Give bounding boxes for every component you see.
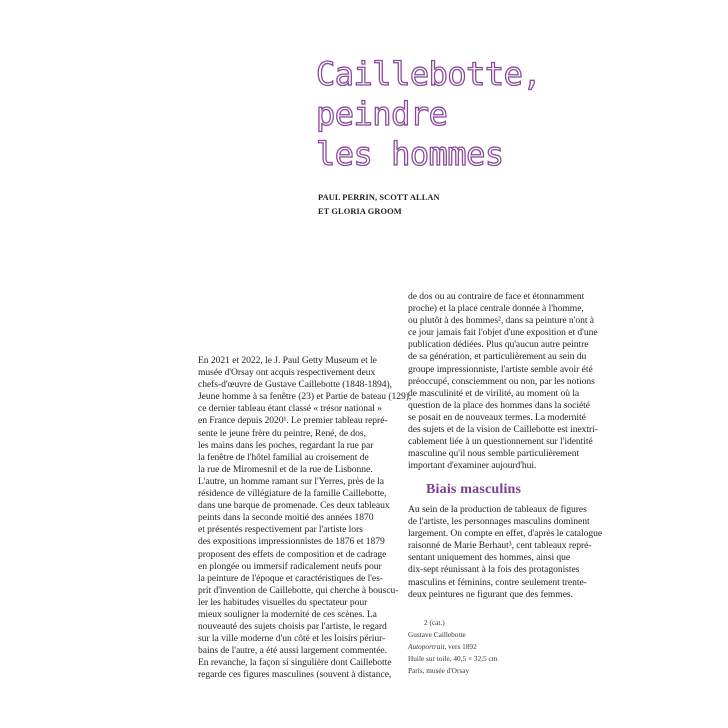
text-line: sur la ville moderne d'un côté et les loisirs périur- <box>198 633 386 645</box>
text-line: des sujets et de la vision de Caillebotte est inextri- <box>408 424 598 436</box>
text-line: la rue de Miromesnil et de la rue de Lisbonne. <box>198 463 373 475</box>
text-line: sente le jeune frère du peintre, René, de dos, <box>198 427 366 439</box>
text-line: masculine qu'il nous semble particulièrement <box>408 448 580 460</box>
text-line: largement. On compte en effet, d'après le catalogue <box>408 528 603 540</box>
text-line: des expositions impressionnistes de 1876 et 1879 <box>198 536 385 548</box>
text-line: résidence de villégiature de la famille Caillebotte, <box>198 488 387 500</box>
caption-location: Paris, musée d'Orsay <box>408 666 470 676</box>
text-line: important d'examiner aujourd'hui. <box>408 460 537 472</box>
text-line: Au sein de la production de tableaux de figures <box>408 504 587 515</box>
figure-caption <box>408 617 497 677</box>
text-line: regarde ces figures masculines (souvent à distance, <box>198 669 392 681</box>
text-line: deux peintures ne figurant que des femmes. <box>408 588 573 600</box>
body-column-left <box>198 355 412 682</box>
authors-byline <box>318 191 440 218</box>
caption-work-title: Autoportrait <box>408 642 445 652</box>
text-line: prit d'invention de Caillebotte, qui cherche à bouscu- <box>198 584 399 596</box>
text-line: mieux souligner la modernité de ces scènes. La <box>198 608 377 620</box>
text-line: bains de l'autre, a été aussi largement commentée. <box>198 645 387 657</box>
text-line: de l'artiste, les personnages masculins dominent <box>408 516 590 528</box>
title-line-1: Caillebotte, <box>316 55 542 93</box>
text-line: la fenêtre de l'hôtel familial au croisement de <box>198 451 369 463</box>
text-line: en plongée ou immersif radicalement neufs pour <box>198 560 382 572</box>
body-column-right-bottom <box>408 504 604 601</box>
caption-medium: Huile sur toile, 40,5 × 32,5 cm <box>408 654 498 664</box>
text-line: peints dans la seconde moitié des années 1870 <box>198 512 374 524</box>
text-line: publication dédiées. Plus qu'aucun autre peintre <box>408 339 589 351</box>
title-line-3: les hommes <box>316 135 504 173</box>
caption-title-line <box>408 641 497 653</box>
body-column-right-top <box>408 291 604 472</box>
text-line: préoccupé, consciemment ou non, par les notions <box>408 375 595 387</box>
text-line: sentant uniquement des hommes, ainsi que <box>408 552 571 564</box>
title-line-2: peindre <box>316 95 448 133</box>
text-line: L'autre, un homme ramant sur l'Yerres, près de la <box>198 475 384 487</box>
text-line: cablement liée à un questionnement sur l'identité <box>408 436 593 448</box>
text-line: ce dernier tableau étant classé « trésor national » <box>198 403 382 415</box>
text-line: ou plutôt à des hommes², dans sa peinture n'ont à <box>408 315 595 327</box>
text-line: ler les habitudes visuelles du spectateur pour <box>198 596 368 608</box>
text-line: en France depuis 2020¹. Le premier tableau repré- <box>198 415 388 427</box>
text-line: raisonné de Marie Berhaut³, cent tableaux repré- <box>408 540 592 552</box>
text-line: groupe impressionniste, l'artiste semble avoir été <box>408 363 593 375</box>
page-title <box>316 54 541 174</box>
text-line: dans une barque de promenade. Ces deux tableaux <box>198 500 390 512</box>
text-line: de dos ou au contraire de face et étonnamment <box>408 291 585 302</box>
caption-artist: Gustave Caillebotte <box>408 630 466 640</box>
authors-line-1: PAUL PERRIN, SCOTT ALLAN <box>318 193 440 202</box>
text-line: les mains dans les poches, regardant la rue par <box>198 439 374 451</box>
text-line: la peinture de l'époque et caractéristiques de l'es- <box>198 572 383 584</box>
text-line: proche) et la place centrale donnée à l'homme, <box>408 303 584 315</box>
text-line: et présentés respectivement par l'artiste lors <box>198 524 363 536</box>
section-heading: Biais masculins <box>426 482 522 497</box>
caption-date: , vers 1892 <box>444 642 477 652</box>
text-line: musée d'Orsay ont acquis respectivement deux <box>198 367 376 379</box>
text-line: masculins et féminins, contre seulement trente- <box>408 576 587 588</box>
text-line: En 2021 et 2022, le J. Paul Getty Museum et le <box>198 355 377 366</box>
text-line: question de la place des hommes dans la société <box>408 399 591 411</box>
text-line: se posait en de nouveaux termes. La modernité <box>408 411 586 423</box>
text-line: dix-sept réunissant à la fois des protagonistes <box>408 564 580 576</box>
caption-number: 2 (cat.) <box>424 618 445 627</box>
text-line: nouveauté des sujets choisis par l'artiste, le regard <box>198 621 387 633</box>
authors-line-2: ET GLORIA GROOM <box>318 206 402 216</box>
text-line: proposent des effets de composition et de cadrage <box>198 548 387 560</box>
text-line: En revanche, la façon si singulière dont Caillebotte <box>198 657 392 669</box>
text-line: Jeune homme à sa fenêtre (23) et Partie de bateau (129), <box>198 391 412 403</box>
text-line: ce jour jamais fait l'objet d'une exposition et d'une <box>408 327 598 339</box>
text-line: de masculinité et de virilité, au moment où la <box>408 387 580 399</box>
text-line: chefs-d'œuvre de Gustave Caillebotte (1848-1894), <box>198 379 393 391</box>
text-line: de sa génération, et particulièrement au sein du <box>408 351 587 363</box>
